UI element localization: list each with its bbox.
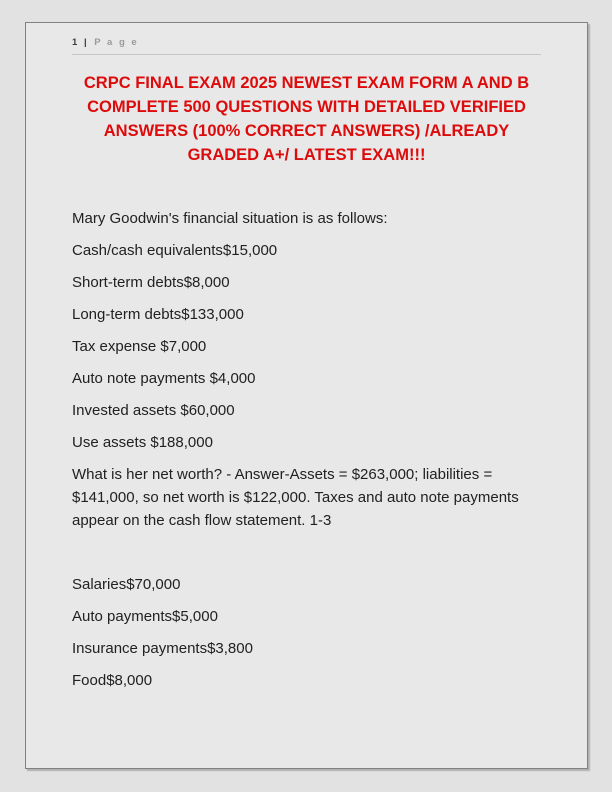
document-page xyxy=(25,22,588,769)
financial-item: Long-term debts$133,000 xyxy=(72,306,244,323)
expense-item: Insurance payments$3,800 xyxy=(72,640,253,657)
page-content xyxy=(26,23,587,692)
page-header xyxy=(72,37,541,55)
financial-item: Short-term debts$8,000 xyxy=(72,274,230,291)
financial-item: Invested assets $60,000 xyxy=(72,402,235,419)
blank-line xyxy=(72,541,541,564)
intro-line: Mary Goodwin's financial situation is as follows: xyxy=(72,210,388,227)
page-header-label: P a g e xyxy=(94,37,139,48)
page-header-divider: | xyxy=(83,37,87,48)
document-body xyxy=(72,207,541,692)
page-number: 1 xyxy=(72,37,78,48)
financial-item: Cash/cash equivalents$15,000 xyxy=(72,242,278,259)
expense-item: Auto payments$5,000 xyxy=(72,608,218,625)
expense-item: Food$8,000 xyxy=(72,672,153,689)
expense-item: Salaries$70,000 xyxy=(72,576,181,593)
financial-item: Use assets $188,000 xyxy=(72,434,213,451)
answer-paragraph: What is her net worth? - Answer-Assets = $263,000; liabilities = $141,000, so net worth is $122,000. Taxes and auto note payments appear on the cash flow statement. 1-3 xyxy=(72,466,519,529)
financial-item: Tax expense $7,000 xyxy=(72,338,207,355)
financial-item: Auto note payments $4,000 xyxy=(72,370,256,387)
document-title: CRPC FINAL EXAM 2025 NEWEST EXAM FORM A AND B COMPLETE 500 QUESTIONS WITH DETAILED VERIFIED ANSWERS (100% CORRECT ANSWERS) /ALREADY GRADED A+/ LATEST EXAM!!! xyxy=(83,74,530,164)
